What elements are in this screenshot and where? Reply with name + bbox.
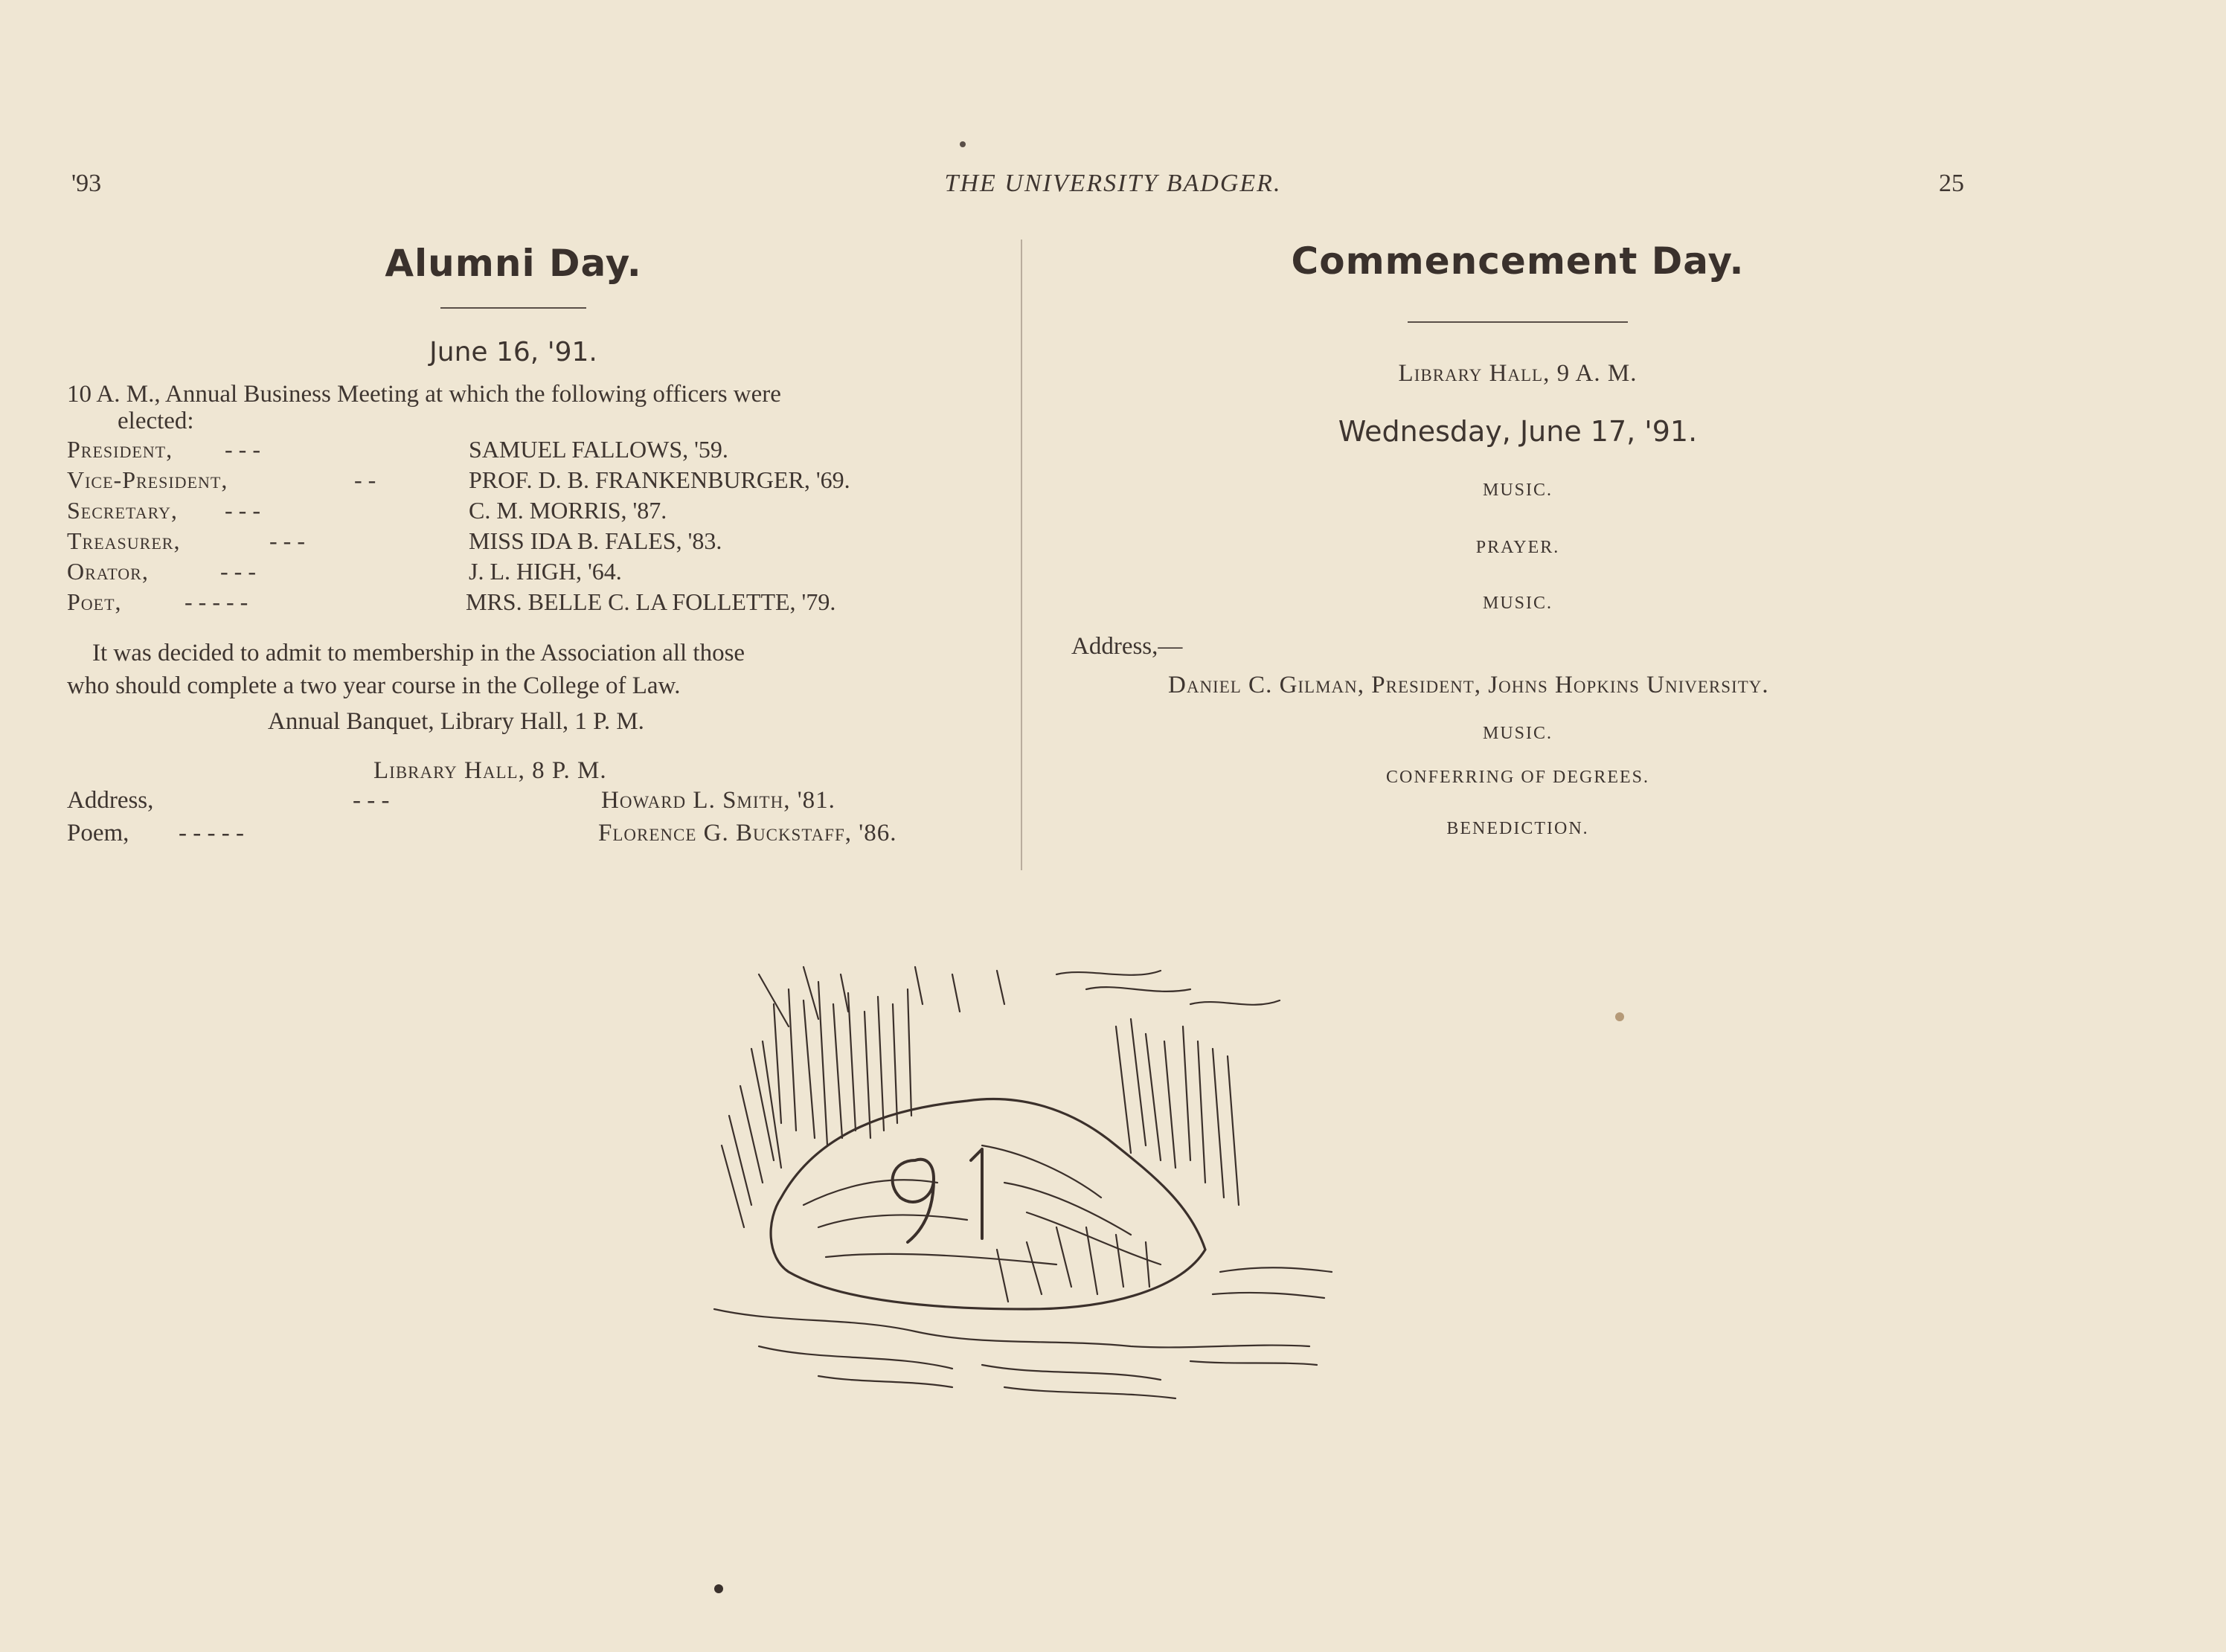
commencement-date: Wednesday, June 17, '91. (1338, 415, 1698, 448)
event-value: Florence G. Buckstaff, '86. (598, 820, 897, 846)
alumni-day-title: Alumni Day. (385, 242, 642, 285)
officer-name: J. L. HIGH, '64. (469, 558, 622, 585)
commencement-day-section (1071, 231, 1964, 839)
program-item: PRAYER. (1475, 538, 1560, 557)
event-label: Poem, (67, 820, 129, 846)
commencement-place: Library Hall, 9 A. M. (1398, 360, 1638, 387)
event-value: Howard L. Smith, '81. (601, 787, 835, 814)
officer-name: MRS. BELLE C. LA FOLLETTE, '79. (466, 588, 836, 615)
officer-row (67, 436, 960, 466)
leader-dashes: - - - - - (185, 588, 248, 615)
rock-illustration (670, 960, 1339, 1406)
officer-name: SAMUEL FALLOWS, '59. (469, 436, 728, 463)
alumni-day-section (67, 231, 960, 852)
meeting-line: 10 A. M., Annual Business Meeting at which the following officers were (67, 381, 781, 408)
officer-list (67, 436, 960, 619)
page-number: 25 (1939, 170, 1964, 197)
evening-program-row (67, 787, 960, 820)
leader-dashes: - - - (225, 436, 260, 463)
column-divider (1021, 240, 1022, 870)
program-item: BENEDICTION. (1446, 819, 1589, 838)
leader-dashes: - - - (269, 527, 305, 554)
officer-role: Orator, (67, 558, 149, 585)
event-label: Address, (67, 787, 154, 814)
officer-row (67, 558, 960, 588)
address-speaker (1071, 669, 1964, 701)
officer-name: MISS IDA B. FALES, '83. (469, 527, 722, 554)
evening-program-row (67, 820, 960, 852)
leader-dashes: - - - - - (179, 820, 244, 846)
address-speaker-text: Daniel C. Gilman, President, Johns Hopkins University. (1168, 672, 1769, 698)
officer-row (67, 466, 960, 497)
officer-role: President, (67, 436, 173, 463)
officer-name: PROF. D. B. FRANKENBURGER, '69. (469, 466, 850, 493)
officer-role: Poet, (67, 588, 122, 615)
title-rule (440, 307, 586, 309)
header-publication-title: THE UNIVERSITY BADGER. (944, 170, 1282, 197)
running-header (0, 170, 2226, 207)
title-rule (1408, 321, 1628, 323)
commencement-day-title: Commencement Day. (1291, 240, 1745, 283)
officer-role: Vice-President, (67, 466, 228, 493)
leader-dashes: - - - (225, 497, 260, 524)
leader-dashes: - - - (220, 558, 256, 585)
program-item: MUSIC. (1482, 481, 1553, 500)
officer-row (67, 497, 960, 527)
banquet-line: Annual Banquet, Library Hall, 1 P. M. (268, 708, 644, 735)
leader-dashes: - - (354, 466, 376, 493)
program-item: MUSIC. (1482, 724, 1553, 743)
header-class-year: '93 (71, 170, 102, 197)
officer-row (67, 527, 960, 558)
meeting-line-continued: elected: (118, 408, 194, 434)
officer-row (67, 588, 960, 619)
evening-heading: Library Hall, 8 P. M. (373, 757, 607, 784)
alumni-day-date: June 16, '91. (429, 337, 597, 367)
leader-dashes: - - - (353, 787, 390, 814)
program-item: CONFERRING OF DEGREES. (1385, 768, 1650, 787)
decision-line: It was decided to admit to membership in the Association all those (92, 640, 745, 666)
decision-line-continued: who should complete a two year course in the College of Law. (67, 672, 681, 699)
program-item: MUSIC. (1482, 594, 1553, 613)
address-label: Address,— (1071, 633, 1183, 660)
officer-role: Treasurer, (67, 527, 181, 554)
officer-role: Secretary, (67, 497, 178, 524)
officer-name: C. M. MORRIS, '87. (469, 497, 667, 524)
